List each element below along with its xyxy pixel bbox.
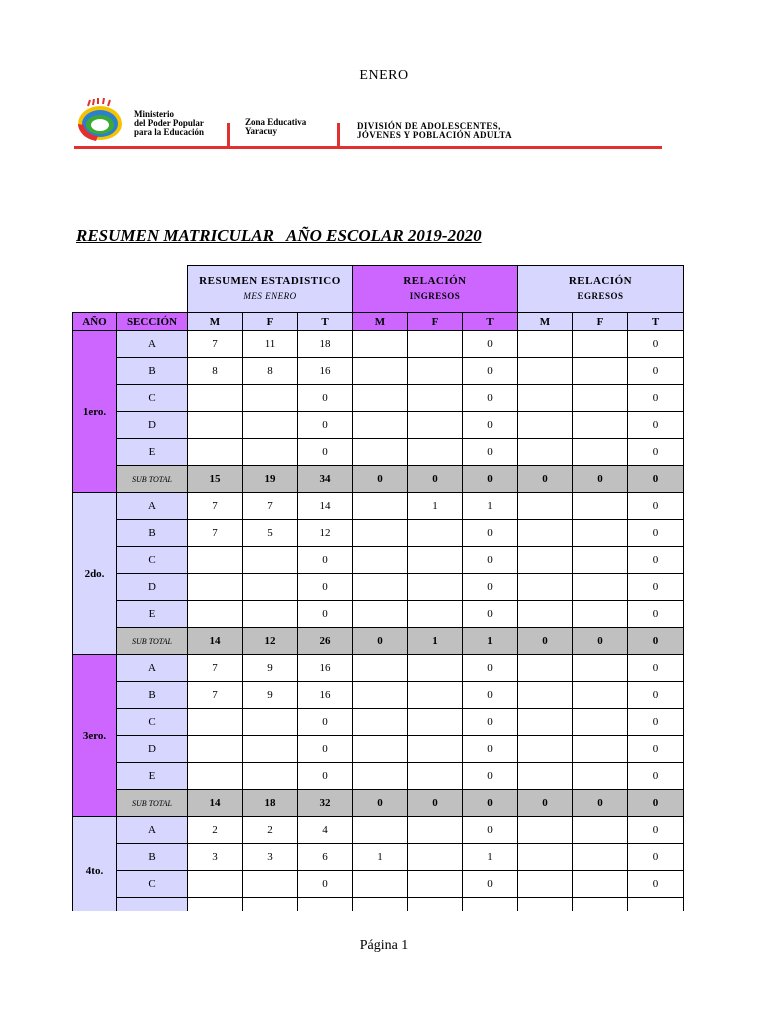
column-header-m: M [353, 313, 408, 331]
year-label: 4to. [73, 817, 117, 912]
table-row [73, 844, 684, 871]
table-cell: 3 [188, 844, 243, 871]
table-row [73, 331, 684, 358]
table-row [73, 547, 684, 574]
table-cell: 0 [298, 763, 353, 790]
table-cell [518, 844, 573, 871]
section-label: D [117, 412, 188, 439]
table-cell [408, 898, 463, 912]
table-cell [353, 493, 408, 520]
table-cell [628, 898, 684, 912]
column-header-t: T [628, 313, 684, 331]
section-label: C [117, 709, 188, 736]
table-cell: 0 [628, 493, 684, 520]
table-cell [353, 520, 408, 547]
table-cell: 1 [463, 844, 518, 871]
table-cell [243, 871, 298, 898]
table-cell [573, 358, 628, 385]
letterhead-rule [74, 146, 662, 149]
subtotal-label: SUB TOTAL [117, 466, 188, 493]
table-cell: 3 [243, 844, 298, 871]
table-cell [353, 898, 408, 912]
table-cell [518, 763, 573, 790]
subtotal-cell: 0 [518, 628, 573, 655]
table-cell: 0 [298, 871, 353, 898]
subtotal-cell: 0 [628, 628, 684, 655]
table-row [73, 898, 684, 912]
table-cell [573, 736, 628, 763]
table-cell: 0 [628, 331, 684, 358]
document-header-month: ENERO [359, 68, 409, 83]
table-cell [573, 493, 628, 520]
table-cell [353, 655, 408, 682]
group-header-egresos-line1: RELACIÓN [568, 275, 633, 287]
subtotal-label: SUB TOTAL [117, 790, 188, 817]
table-row [73, 736, 684, 763]
table-cell [408, 439, 463, 466]
table-cell [408, 574, 463, 601]
table-cell [573, 709, 628, 736]
table-cell [408, 547, 463, 574]
table-cell: 0 [463, 736, 518, 763]
table-cell: 0 [628, 601, 684, 628]
column-header-f: F [243, 313, 298, 331]
table-cell: 0 [628, 412, 684, 439]
table-cell: 7 [188, 682, 243, 709]
table-cell [518, 520, 573, 547]
table-cell [518, 331, 573, 358]
column-header-t: T [463, 313, 518, 331]
table-cell: 0 [628, 655, 684, 682]
table-row [73, 412, 684, 439]
enrollment-summary-table [72, 265, 684, 911]
column-header-f: F [573, 313, 628, 331]
table-cell [188, 412, 243, 439]
section-label: D [117, 574, 188, 601]
group-header-stats-month: MES ENERO [243, 291, 297, 301]
table-cell: 5 [243, 520, 298, 547]
year-label: 1ero. [73, 331, 117, 493]
subtotal-cell: 15 [188, 466, 243, 493]
table-cell: 0 [628, 817, 684, 844]
table-cell [408, 844, 463, 871]
table-cell [243, 439, 298, 466]
section-label: D [117, 736, 188, 763]
section-label: C [117, 385, 188, 412]
subtotal-cell: 26 [298, 628, 353, 655]
subtotal-row [73, 466, 684, 493]
subtotal-cell: 0 [353, 790, 408, 817]
table-cell: 0 [463, 439, 518, 466]
table-cell: 7 [188, 655, 243, 682]
table-row [73, 682, 684, 709]
table-row [73, 763, 684, 790]
table-cell: 0 [628, 736, 684, 763]
table-cell [188, 898, 243, 912]
table-cell [243, 385, 298, 412]
table-row [73, 871, 684, 898]
table-cell [188, 601, 243, 628]
table-cell [188, 736, 243, 763]
table-cell: 9 [243, 682, 298, 709]
table-cell [353, 763, 408, 790]
letterhead [74, 96, 662, 152]
subtotal-cell: 0 [353, 466, 408, 493]
table-cell [188, 439, 243, 466]
subtotal-cell: 1 [408, 628, 463, 655]
table-cell: 0 [463, 682, 518, 709]
table-cell [353, 385, 408, 412]
table-cell [518, 709, 573, 736]
year-label: 2do. [73, 493, 117, 655]
subtotal-cell: 32 [298, 790, 353, 817]
table-cell: 0 [298, 547, 353, 574]
table-cell: 4 [298, 817, 353, 844]
subtotal-row [73, 628, 684, 655]
table-cell: 0 [628, 574, 684, 601]
section-label: C [117, 547, 188, 574]
table-cell: 0 [463, 358, 518, 385]
subtotal-cell: 0 [573, 790, 628, 817]
ministry-name: Ministerio del Poder Popular para la Educación [134, 109, 205, 137]
table-cell [408, 655, 463, 682]
section-label: B [117, 844, 188, 871]
year-label: 3ero. [73, 655, 117, 817]
group-header-ingresos-line2: INGRESOS [409, 291, 461, 301]
subtotal-cell: 0 [463, 790, 518, 817]
column-header-f: F [408, 313, 463, 331]
table-cell [353, 709, 408, 736]
table-row [73, 439, 684, 466]
table-cell: 0 [628, 385, 684, 412]
table-cell [518, 574, 573, 601]
subtotal-cell: 0 [628, 790, 684, 817]
section-label: E [117, 439, 188, 466]
table-cell: 0 [628, 682, 684, 709]
column-header-m: M [188, 313, 243, 331]
zone-name: Zona Educativa Yaracuy [245, 117, 307, 136]
table-cell [408, 763, 463, 790]
section-label: A [117, 493, 188, 520]
section-label: E [117, 601, 188, 628]
table-cell [353, 358, 408, 385]
subtotal-cell: 19 [243, 466, 298, 493]
group-header-egresos-line2: EGRESOS [577, 291, 624, 301]
table-cell: 0 [463, 655, 518, 682]
table-cell [408, 601, 463, 628]
section-label: E [117, 763, 188, 790]
table-cell [573, 412, 628, 439]
table-cell: 16 [298, 655, 353, 682]
table-cell [573, 844, 628, 871]
table-cell [573, 655, 628, 682]
table-cell: 2 [243, 817, 298, 844]
page-number: Página 1 [359, 938, 409, 953]
subtotal-label: SUB TOTAL [117, 628, 188, 655]
table-corner [73, 266, 188, 313]
table-cell [243, 898, 298, 912]
table-cell [188, 709, 243, 736]
table-cell [518, 547, 573, 574]
table-cell [518, 871, 573, 898]
table-cell [353, 574, 408, 601]
section-label: B [117, 358, 188, 385]
table-cell [353, 817, 408, 844]
table-cell: 7 [188, 331, 243, 358]
subtotal-cell: 0 [518, 466, 573, 493]
table-cell [188, 574, 243, 601]
subtotal-cell: 34 [298, 466, 353, 493]
table-cell: 11 [243, 331, 298, 358]
table-cell: 0 [298, 736, 353, 763]
subtotal-cell: 18 [243, 790, 298, 817]
table-cell: 1 [408, 493, 463, 520]
table-cell: 7 [188, 493, 243, 520]
table-cell: 0 [628, 709, 684, 736]
subtotal-cell: 0 [408, 790, 463, 817]
table-cell: 16 [298, 358, 353, 385]
table-row [73, 493, 684, 520]
table-cell [188, 547, 243, 574]
group-header-stats [188, 266, 353, 313]
table-cell [408, 385, 463, 412]
table-cell [518, 358, 573, 385]
table-cell [353, 331, 408, 358]
table-cell [353, 547, 408, 574]
table-cell [243, 601, 298, 628]
table-cell: 1 [463, 493, 518, 520]
table-cell [243, 574, 298, 601]
table-cell: 0 [628, 520, 684, 547]
column-header-t: T [298, 313, 353, 331]
table-cell [408, 358, 463, 385]
table-cell [518, 412, 573, 439]
table-cell [573, 574, 628, 601]
table-cell [518, 682, 573, 709]
table-cell: 9 [243, 655, 298, 682]
table-cell [408, 871, 463, 898]
column-header-year: AÑO [73, 313, 117, 331]
section-label: A [117, 331, 188, 358]
group-header-egresos [518, 266, 684, 313]
table-cell: 8 [243, 358, 298, 385]
subtotal-cell: 14 [188, 628, 243, 655]
table-cell [408, 817, 463, 844]
table-cell: 2 [188, 817, 243, 844]
table-cell [518, 385, 573, 412]
table-cell: 0 [298, 709, 353, 736]
section-label: A [117, 655, 188, 682]
table-cell: 0 [298, 385, 353, 412]
table-cell [243, 709, 298, 736]
section-label: B [117, 682, 188, 709]
table-cell: 8 [188, 358, 243, 385]
table-cell: 0 [463, 574, 518, 601]
group-header-ingresos [353, 266, 518, 313]
subtotal-cell: 0 [463, 466, 518, 493]
table-cell: 6 [298, 844, 353, 871]
table-cell: 0 [298, 439, 353, 466]
table-cell: 0 [463, 817, 518, 844]
subtotal-cell: 0 [573, 466, 628, 493]
table-row [73, 709, 684, 736]
subtotal-row [73, 790, 684, 817]
table-cell: 0 [628, 439, 684, 466]
subtotal-cell: 14 [188, 790, 243, 817]
table-cell [518, 439, 573, 466]
table-cell [573, 817, 628, 844]
table-cell [408, 331, 463, 358]
table-cell [573, 439, 628, 466]
table-cell: 0 [463, 601, 518, 628]
table-cell [573, 763, 628, 790]
table-row [73, 655, 684, 682]
table-cell [353, 601, 408, 628]
table-cell: 16 [298, 682, 353, 709]
table-row [73, 520, 684, 547]
table-cell [573, 385, 628, 412]
table-cell [408, 520, 463, 547]
table-cell: 0 [463, 763, 518, 790]
table-cell: 0 [463, 412, 518, 439]
subtotal-cell: 0 [353, 628, 408, 655]
table-cell [573, 898, 628, 912]
table-cell [298, 898, 353, 912]
table-cell [353, 412, 408, 439]
table-cell: 0 [463, 385, 518, 412]
subtotal-cell: 1 [463, 628, 518, 655]
table-cell: 0 [463, 547, 518, 574]
table-cell: 0 [463, 520, 518, 547]
table-cell: 0 [628, 547, 684, 574]
table-cell: 7 [188, 520, 243, 547]
letterhead-divider [227, 123, 230, 146]
section-label [117, 898, 188, 912]
division-name: DIVISIÓN DE ADOLESCENTES, JÓVENES Y POBLACIÓN ADULTA [357, 121, 513, 140]
table-cell: 0 [463, 709, 518, 736]
table-cell: 0 [628, 358, 684, 385]
table-cell: 12 [298, 520, 353, 547]
table-cell: 0 [298, 412, 353, 439]
table-cell [518, 736, 573, 763]
table-row [73, 574, 684, 601]
table-cell [408, 736, 463, 763]
table-cell [518, 655, 573, 682]
column-header-section: SECCIÓN [117, 313, 188, 331]
table-cell: 0 [463, 331, 518, 358]
document-title: RESUMEN MATRICULAR AÑO ESCOLAR 2019-2020 [76, 226, 482, 245]
table-cell [408, 412, 463, 439]
table-cell [243, 547, 298, 574]
table-cell [518, 898, 573, 912]
table-cell [353, 871, 408, 898]
subtotal-cell: 0 [408, 466, 463, 493]
table-cell [573, 520, 628, 547]
table-cell [188, 385, 243, 412]
letterhead-divider [337, 123, 340, 146]
table-row [73, 358, 684, 385]
section-label: B [117, 520, 188, 547]
section-label: C [117, 871, 188, 898]
table-cell [408, 709, 463, 736]
table-cell [188, 871, 243, 898]
table-cell [243, 412, 298, 439]
ministry-logo-icon [74, 98, 126, 142]
table-cell [243, 763, 298, 790]
group-header-stats-title: RESUMEN ESTADISTICO [199, 275, 341, 287]
subtotal-cell: 0 [628, 466, 684, 493]
table-cell [518, 817, 573, 844]
subtotal-cell: 0 [573, 628, 628, 655]
table-cell [463, 898, 518, 912]
table-cell [573, 547, 628, 574]
table-viewport [72, 265, 692, 911]
table-row [73, 601, 684, 628]
table-cell [353, 682, 408, 709]
subtotal-cell: 12 [243, 628, 298, 655]
column-header-m: M [518, 313, 573, 331]
subtotal-cell: 0 [518, 790, 573, 817]
table-cell [518, 493, 573, 520]
table-cell [573, 601, 628, 628]
table-cell [573, 331, 628, 358]
group-header-ingresos-line1: RELACIÓN [403, 275, 467, 287]
section-label: A [117, 817, 188, 844]
table-cell: 14 [298, 493, 353, 520]
table-cell: 0 [298, 601, 353, 628]
table-cell: 18 [298, 331, 353, 358]
table-cell: 0 [628, 844, 684, 871]
table-cell [243, 736, 298, 763]
table-cell [573, 871, 628, 898]
table-cell [518, 601, 573, 628]
table-cell: 0 [463, 871, 518, 898]
table-cell [573, 682, 628, 709]
table-cell: 7 [243, 493, 298, 520]
table-row [73, 385, 684, 412]
table-row [73, 817, 684, 844]
table-cell [408, 682, 463, 709]
table-cell: 0 [628, 763, 684, 790]
table-cell: 0 [298, 574, 353, 601]
table-cell: 0 [628, 871, 684, 898]
table-cell: 1 [353, 844, 408, 871]
table-cell [188, 763, 243, 790]
table-cell [353, 736, 408, 763]
table-cell [353, 439, 408, 466]
